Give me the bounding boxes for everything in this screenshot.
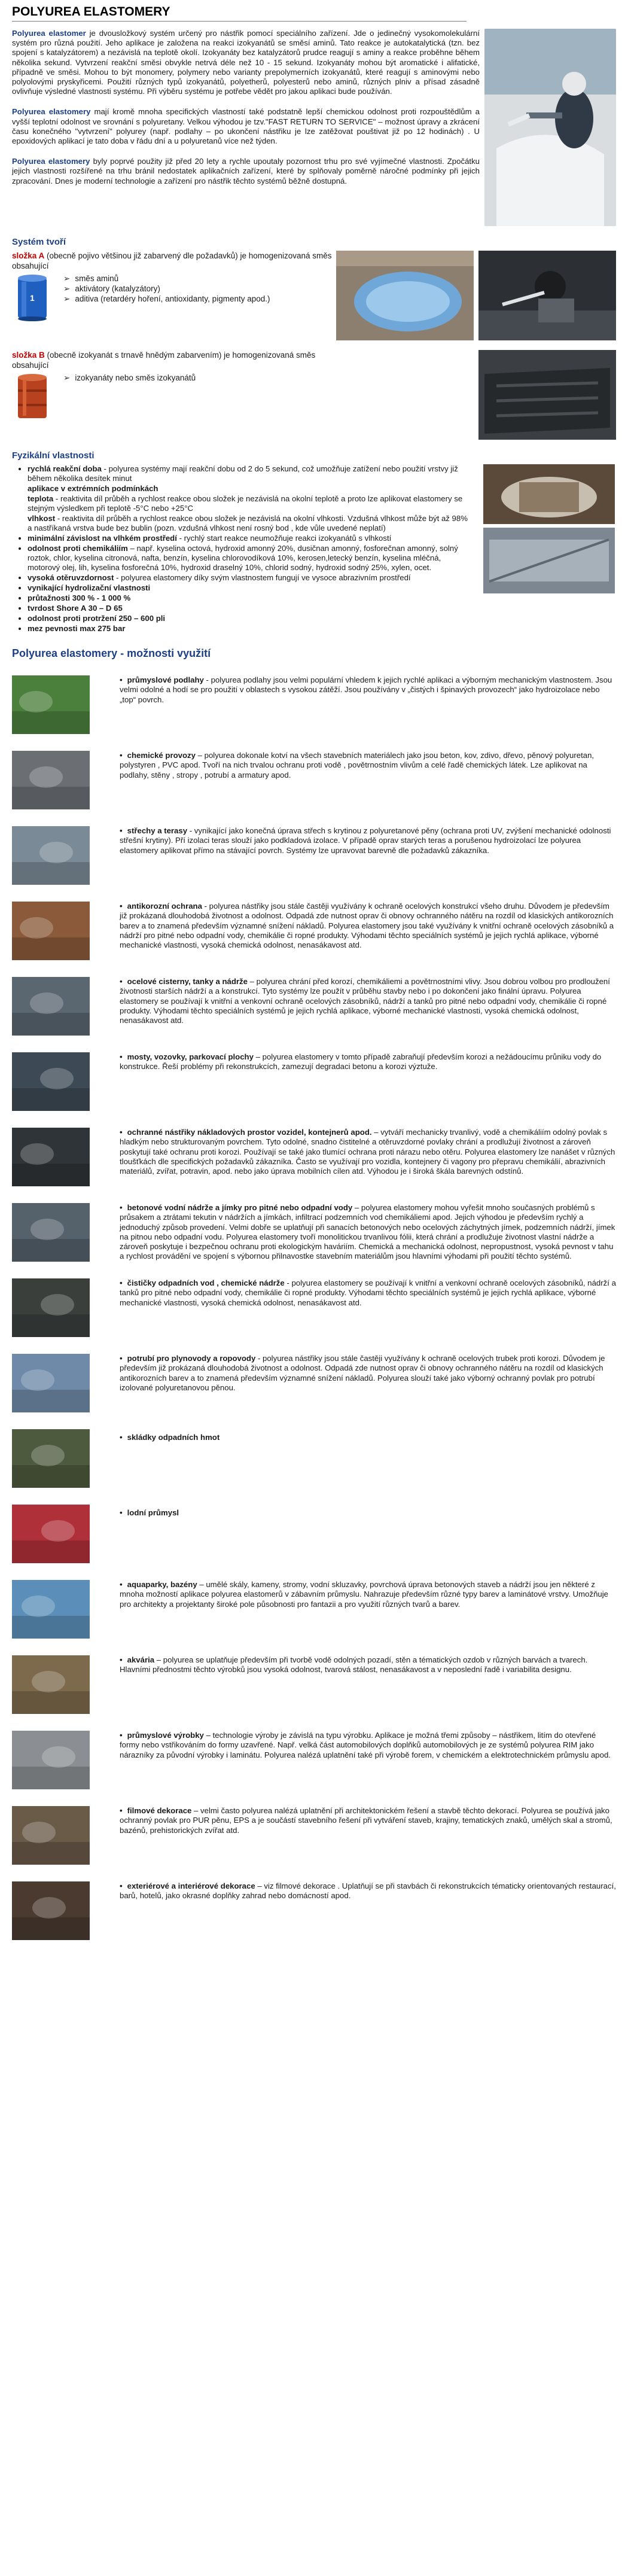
usage-photo	[12, 1278, 90, 1337]
usage-item-text: – velmi často polyurea nalézá uplatnění při architektonickém řešení a stavbě těchto dekorací. Polyurea se používá jako ochranný povlak pro PUR pěnu, EPS a je součástí stavebního řešení při vytváření staveb, krajiny, tematických znaků, umělých skal a stromů, bazénů, prehistorických zvířat atd.	[120, 1806, 612, 1835]
tank-photo	[483, 464, 615, 524]
usage-item-title: střechy a terasy	[127, 826, 188, 835]
usage-text	[120, 1128, 616, 1176]
usage-text	[120, 977, 616, 1025]
usage-item	[12, 1128, 616, 1186]
usage-heading: Polyurea elastomery - možnosti využití	[12, 647, 211, 659]
usage-item-text: - vynikající jako konečná úprava střech s krytinou z polyuretanové pěny (ochrana proti UV, zvýšení mechanické odolnosti střešní krytiny). Pří izolaci teras slouží jako podkladová izolace. V případě oprav starých teras a porušenou hydroizolací lze polyurea elastomery aplikovat přímo na stávající povrch. Systémy lze upravovat barevně dle požadavků zákazníka.	[120, 826, 611, 855]
list-item: ➢ směs aminů	[63, 273, 270, 284]
usage-item	[12, 1881, 616, 1940]
property-item: aplikace v extrémních podmínkách	[28, 484, 158, 493]
usage-item-title: lodní průmysl	[127, 1508, 179, 1517]
property-item: • mez pevnosti max 275 bar	[28, 624, 472, 634]
page-title: POLYUREA ELASTOMERY	[12, 5, 170, 19]
bullet-icon: •	[120, 1278, 123, 1287]
usage-item	[12, 1278, 616, 1337]
usage-item-title: filmové dekorace	[127, 1806, 192, 1815]
usage-text	[120, 1881, 616, 1901]
usage-text	[120, 1203, 616, 1262]
intro-section	[12, 29, 616, 226]
truck-bed-photo	[478, 350, 616, 440]
usage-text	[120, 1731, 616, 1760]
usage-item-text: - polyurea nástřiky jsou stále častěji využívány k ochraně ocelových konstrukcí všeho druhu. Důvodem je především již prokázaná dlouhodobá životnost a odolnost. Odpadá zde nutnost oprav či obnovy ochranného nátěru na rozdíl od klasických antikorozních barev a to znamená především významné snížení nákladů. Polyurea elastomery jsou také využívány k vnitřní ochraně ocelových zásobníků a nádrží pro pitné nebo odpadní vody, chemikálie či ropné produkty. Výhodami těchto speciálních systémů je jejich rychlá aplikace, výborné mechanické vlastnosti, vysoká chemická odolnost, nenasákavost atd.	[120, 902, 614, 950]
usage-photo	[12, 675, 90, 734]
usage-photo	[12, 1429, 90, 1488]
component-b	[12, 350, 616, 440]
properties-photos	[483, 464, 615, 634]
property-item: • odolnost proti protržení 250 – 600 pli	[28, 614, 472, 623]
property-item: • vysoká otěruvzdornost - polyurea elastomery díky svým vlastnostem fungují ve vysoce abrazivním prostředí	[28, 573, 472, 583]
usage-text	[120, 902, 616, 950]
property-item: teplota - reaktivita díl průběh a rychlost reakce obou složek je nezávislá na okolní teplotě a proto lze aplikovat elastomery se stejným výsledkem při teplotě -5°C nebo +25°C	[28, 494, 463, 513]
usage-text	[120, 826, 616, 855]
usage-text	[120, 1052, 616, 1072]
bullet-icon: •	[120, 826, 123, 835]
usage-item	[12, 675, 616, 734]
usage-item	[12, 1655, 616, 1714]
usage-item-text: – polyurea elastomery v tomto případě zabraňují především korozi a nežádoucímu průniku vody do konstrukce. Řeší problémy při rekonstrukcích, zamezují degradaci betonu a korozi výztuže.	[120, 1052, 602, 1071]
usage-item-title: čističky odpadních vod , chemické nádrže	[127, 1278, 285, 1287]
intro-paragraph-1: Polyurea elastomer je dvousložkový systém určený pro nástřik pomocí speciálního zařízení. Jde o jedinečný vysokomolekulární systém pro různá použití. Jeho aplikace je založena na reakci izokyanátů se směsí aminů. Tato reakce je autokatalytická (tzn. bez spojení s katalyzátorem) a nezávislá na teplotě okolí. Izokyanáty bez katalyzátorů prudce reagují s aminy a reakce proběhne během několika sekund. Vytvrzení reakční směsi obvykle netrvá déle než 10 - 15 sekund. Izokyanáty mohou být aromatické i alifatické, případně ve směsi. Mohou to být monomery, polymery nebo varianty prepolymerních izokyanátů, které reagují s aminovými nebo polyolovými pryskyřicemi. Použití různých typů izokyanátů, polyetherů, polyesterů nebo aminů, různých plniv a přísad zásadně ovlivňuje výsledné vlastnosti systému. Při výběru systému je potřebe vědět pro jakou aplikaci bude používán.	[12, 29, 480, 96]
bullet-icon: •	[120, 751, 123, 760]
usage-item	[12, 826, 616, 885]
usage-item-text: – viz filmové dekorace . Uplatňují se při stavbách či rekonstrukcích tématicky orientovaných restaurací, barů, hotelů, jako okrasné doplňky zahrad nebo domácností apod.	[120, 1881, 616, 1901]
property-item: vlhkost - reaktivita díl průběh a rychlost reakce obou složek je nezávislá na okolní vlhkosti. Vzdušná vlhkost může být až 98% a nastříkaná vrstva bude bez bublin (pozn. vzdušná vlhkost není rosný bod , kde vůle uvedené neplatí)	[28, 514, 468, 532]
usage-text	[120, 1429, 616, 1442]
usage-item-title: ocelové cisterny, tanky a nádrže	[127, 977, 248, 986]
usage-item-text: – polyurea chrání před korozí, chemikáliemi a povětrnostními vlivy. Jsou dobrou volbou pro prodloužení životnosti starších nádrží a a konstrukcí. Tyto systémy lze použít v průběhu stavby nebo i po dokončení jako finální úpravu. Polyurea elastomery se používají k vnitřní a venkovní ochraně ocelových zásobníků, nádrží a tanků pro pitné nebo odpadní vody, chemikálie či ropné produkty. Výhodami těchto speciálních systémů je jejich rychlá aplikace, výborné mechanické vlastnosti, vysoká chemická odolnost, nenasákavost atd.	[120, 977, 610, 1025]
usage-text	[120, 675, 616, 705]
usage-text	[120, 1354, 616, 1393]
usage-item-text: – vytváří mechanicky trvanlivý, vodě a chemikáliím odolný povlak s hladkým nebo strukturovaným povrchem. Tyto odolné, snadno čistitelné a otěruvzdorné povlaky chrání a prodlužují životnost a zároveň poskytují také ochranu proti korozi. Používají se také jako tlumící ochrana proti nárazu nebo otěru. Polyurea elastomery lze nanášet v různých tloušťkách dle specifických požadavků zákazníka. Často se využívají pro vozidla, kontejnery či vagony pro přepravu chemikálií, abrazivních materiálů, zvířat, potravin, apod. nebo jako úprava mobilních cílen atd. Výhodou je i široká škála barevných odstínů.	[120, 1128, 615, 1176]
spraying-photo	[484, 29, 616, 226]
usage-item	[12, 1505, 616, 1563]
usage-photo	[12, 1354, 90, 1412]
usage-text	[120, 1806, 616, 1835]
usage-item-title: ochranné nástřiky nákladových prostor vozidel, kontejnerů apod.	[127, 1128, 372, 1137]
intro-paragraph-2: Polyurea elastomery mají kromě mnoha specifických vlastností také podstatně lepší chemickou odolnost proti rozpouštědlům a vyšší teplotní odolnost ve srovnání s polyuretany. Velkou výhodou je tzv."FAST RETURN TO SERVICE" – možnost úpravy a zkrácení času konečného "vytvrzení" polyurey (např. podlahy – po ukončení nástřiku je lze zatěžovat pouštivat již po 12 hodinách) . U epoxidových aplikací je tato doba v řádu dní a u polyuretanů více než týden.	[12, 107, 480, 146]
properties-section	[12, 464, 616, 634]
property-item: • průtažnosti 300 % - 1 000 %	[28, 593, 472, 603]
usage-photo	[12, 1655, 90, 1714]
usage-item-text: – polyurea se uplatňuje především při tvorbě vodě odolných pozadí, stěn a tématických ozdob v různých barvách a tvarech. Hlavními přednostmi těchto výrobků jsou vysoká odolnost, tvarová stálost, nenasákavost a v neposlední řadě i variabilita designu.	[120, 1655, 588, 1674]
usage-item-text: – polyurea elastomery mohou vyřešit mnoho současných problémů s průsakem a ztrátami tekutin v nádržích a jímkách, infiltrací podzemních vod chemikáliemi apod. Jejich výhodou je především rychlý a jednoduchý způsob provedení. Velmi dobře se uplatňují při sanacích betonových nebo ocelových záchytných jímek, podzemních nádrží, jímek na pitnou nebo odpadní vodu. Polyurea elastomery tvoří monolitickou trvanlivou fólii, která chrání a prodlužuje životnost vlastní nádrže a zároveň poskytuje i bezpečnou ochranu proti ekologickým haváriím. Chemická a mechanická odolnost, nepropustnost, vysoká pevnost v tahu a rychlost provádění ve spojení s výbornou přilnavostke stavebním materiálům jsou hlavními výhodami při použití těchto systémů.	[120, 1203, 615, 1261]
property-item: • odolnost proti chemikáliím – např. kyselina octová, hydroxid amonný 20%, dusičnan amonný, fosforečnan amonný, solný roztok, chlor, kyselina citronová, nafta, benzín, kyselina chlorovodíková 10%, kerosen,letecký benzín, kyselina mléčná, motorový olej, lih, kyselina fosforečná 10%, hydroxid draselný 10%, chlorid sodný, hydroxid sodný 25%, xylen, ocet.	[28, 544, 472, 573]
usage-item	[12, 1052, 616, 1111]
usage-item-title: potrubí pro plynovody a ropovody	[127, 1354, 256, 1363]
bullet-icon: •	[120, 1580, 123, 1589]
usage-item-text: – technologie výroby je závislá na typu výrobku. Aplikace je možná třemi způsoby – nástřikem, litím do otevřené formy nebo vstřikováním do formy uzavřené. Např. velká část automobilových doplňků automobilových je ze systémů polyurea RIM jako nárazníky za původní výrobky i laminátu. Polyurea nalézá uplatnění také při výrobě forem, v chemickém a elektrotechnickém průmyslu apod.	[120, 1731, 611, 1759]
usage-photo	[12, 902, 90, 960]
usage-text	[120, 1655, 616, 1675]
list-item: ➢ izokyanáty nebo směs izokyanátů	[63, 373, 196, 383]
usage-item-text: – umělé skály, kameny, stromy, vodní skluzavky, povrchová úprava betonových staveb a nádrží jsou jen některé z mnoha možností aplikace polyurea elastomerů v zábavním průmyslu. Nahrazuje především různé typy barev a laminátové vrstvy. Umožňuje pro architekty a projektanty široké pole působnosti pro fantazii a pro využití různých tvarů a barev.	[120, 1580, 609, 1609]
usage-photo	[12, 1580, 90, 1639]
usage-photo	[12, 1881, 90, 1940]
bullet-icon: •	[120, 977, 123, 986]
properties-heading: Fyzikální vlastnosti	[12, 450, 94, 461]
usage-item	[12, 1731, 616, 1789]
usage-photo	[12, 1203, 90, 1262]
usage-item	[12, 751, 616, 809]
list-item: ➢ aktivátory (katalyzátory)	[63, 284, 270, 294]
property-item: • tvrdost Shore A 30 – D 65	[28, 604, 472, 613]
bullet-icon: •	[120, 1203, 123, 1212]
bullet-icon: •	[120, 902, 123, 911]
pool-photo	[336, 251, 474, 340]
component-b-description: (obecně izokyanát s trnavě hnědým zabarvením) je homogenizovaná směs obsahující	[12, 351, 316, 370]
coated-surface-photo	[483, 528, 615, 593]
title-divider	[12, 21, 467, 22]
usage-item-text: - polyurea podlahy jsou velmi populární vhledem k jejich rychlé aplikaci a výborným mechanickým vlastnostem. Jsou velmi odolné a hodí se pro použití v oblastech s vysokou zátěží. Jsou používány v „čistých i špinavých provozech“ jako hydroizolace nebo „top“ povrch.	[120, 675, 612, 704]
usage-item	[12, 902, 616, 960]
component-a-text	[12, 251, 336, 321]
properties-list	[12, 464, 472, 634]
usage-item	[12, 977, 616, 1036]
usage-item	[12, 1354, 616, 1412]
usage-item-title: chemické provozy	[127, 751, 196, 760]
usage-text	[120, 1278, 616, 1308]
usage-list	[12, 675, 616, 1940]
component-a-description: (obecně pojivo většinou již zabarvený dle požadavků) je homogenizovaná směs obsahující	[12, 251, 332, 270]
usage-item-title: aquaparky, bazény	[127, 1580, 197, 1589]
usage-item	[12, 1429, 616, 1488]
component-a-label: složka A	[12, 251, 45, 260]
component-b-photos	[478, 350, 616, 440]
red-drum-icon	[16, 373, 49, 421]
usage-item-text: - polyurea nástřiky jsou stále častěji využívány k ochraně ocelových trubek proti korozi. Důvodem je především již prokázaná dlouhodobá životnost a odolnost. Odpadá zde nutnost oprav či obnovy ochranného nátěru na rozdíl od klasických antikorozních barev a to znamená především významné snížení nákladů. Polyurea slouží také jako výborný ochranný povlak pro potrubí izolované polyuretanovou pěnou.	[120, 1354, 605, 1392]
usage-item-title: exteriérové a interiérové dekorace	[127, 1881, 255, 1890]
usage-photo	[12, 826, 90, 885]
usage-photo	[12, 1731, 90, 1789]
usage-item-title: průmyslové výrobky	[127, 1731, 204, 1740]
usage-item-title: akvária	[127, 1655, 155, 1664]
component-b-label: složka B	[12, 351, 45, 360]
property-item: • rychlá reakční doba - polyurea systémy mají reakční dobu od 2 do 5 sekund, což umožňuje zatížení nebo použití vrstvy již během několika desítek minut	[28, 464, 472, 483]
usage-text	[120, 751, 616, 780]
property-item: • vynikající hydrolizační vlastnosti	[28, 583, 472, 593]
intro-text	[12, 29, 480, 226]
usage-photo	[12, 751, 90, 809]
usage-photo	[12, 1128, 90, 1186]
bullet-icon: •	[120, 1128, 123, 1137]
bullet-icon: •	[120, 675, 123, 684]
component-a	[12, 251, 616, 340]
intro-paragraph-3: Polyurea elastomery byly poprvé použity již před 20 lety a rychle upoutaly pozornost trhu pro své vyjímečné vlastnosti. Zpočátku jejich vlastnosti rozšířené na trhu bránil nedostatek aplikačních zařízení, které by splňovaly poměrně náročné podmínky při jejich zpracování. Dnes je moderní technologie a zařízení pro nástřik těchto systémů běžně dostupná.	[12, 157, 480, 185]
blue-drum-icon	[16, 273, 49, 321]
usage-item-title: skládky odpadních hmot	[127, 1433, 220, 1442]
bullet-icon: •	[120, 1655, 123, 1664]
usage-photo	[12, 1806, 90, 1865]
bullet-icon: •	[120, 1354, 123, 1363]
usage-item	[12, 1203, 616, 1262]
component-a-photos	[336, 251, 616, 340]
bullet-icon: •	[120, 1508, 123, 1517]
usage-item-title: antikorozní ochrana	[127, 902, 202, 911]
svg-text:1: 1	[30, 293, 35, 303]
usage-item-title: betonové vodní nádrže a jímky pro pitné nebo odpadní vody	[127, 1203, 353, 1212]
usage-item-title: průmyslové podlahy	[127, 675, 204, 684]
usage-text	[120, 1505, 616, 1518]
component-b-text	[12, 350, 347, 421]
property-item: • minimální závislost na vlhkém prostředí - rychlý start reakce neumožňuje reakci izokyanátů s vlhkostí	[28, 534, 472, 543]
usage-item-text: – polyurea dokonale kotví na všech stavebních materiálech jako jsou beton, kov, zdivo, dřevo, pěnový polyuretan, polystyren , PVC apod. Tvoří na nich trvalou ochranu proti vodě , povětrnostním vlivům a celé řadě chemických látek. Lze aplikovat na podlahy, stěny , stropy , potrubí a armatury apod.	[120, 751, 595, 780]
usage-item-text: - polyurea elastomery se používají k vnitřní a venkovní ochraně ocelových zásobníků, nádrží a tanků pro pitné nebo odpadní vody, chemikálie či ropné produkty. Výhodami těchto speciálních systémů je jejich rychlá aplikace, výborné mechanické vlastnosti, vysoká chemická odolnost, nenasákavost atd.	[120, 1278, 616, 1307]
list-item: ➢ aditiva (retardéry hoření, antioxidanty, pigmenty apod.)	[63, 294, 270, 304]
bullet-icon: •	[120, 1806, 123, 1815]
sprayer-photo	[478, 251, 616, 340]
system-heading: Systém tvoří	[12, 237, 66, 247]
bullet-icon: •	[120, 1052, 123, 1061]
component-a-list	[63, 273, 270, 304]
bullet-icon: •	[120, 1881, 123, 1890]
usage-item	[12, 1806, 616, 1865]
bullet-icon: •	[120, 1433, 123, 1442]
usage-item-title: mosty, vozovky, parkovací plochy	[127, 1052, 254, 1061]
usage-text	[120, 1580, 616, 1609]
usage-photo	[12, 1505, 90, 1563]
usage-photo	[12, 977, 90, 1036]
usage-item	[12, 1580, 616, 1639]
component-b-list	[63, 373, 196, 383]
bullet-icon: •	[120, 1731, 123, 1740]
usage-photo	[12, 1052, 90, 1111]
